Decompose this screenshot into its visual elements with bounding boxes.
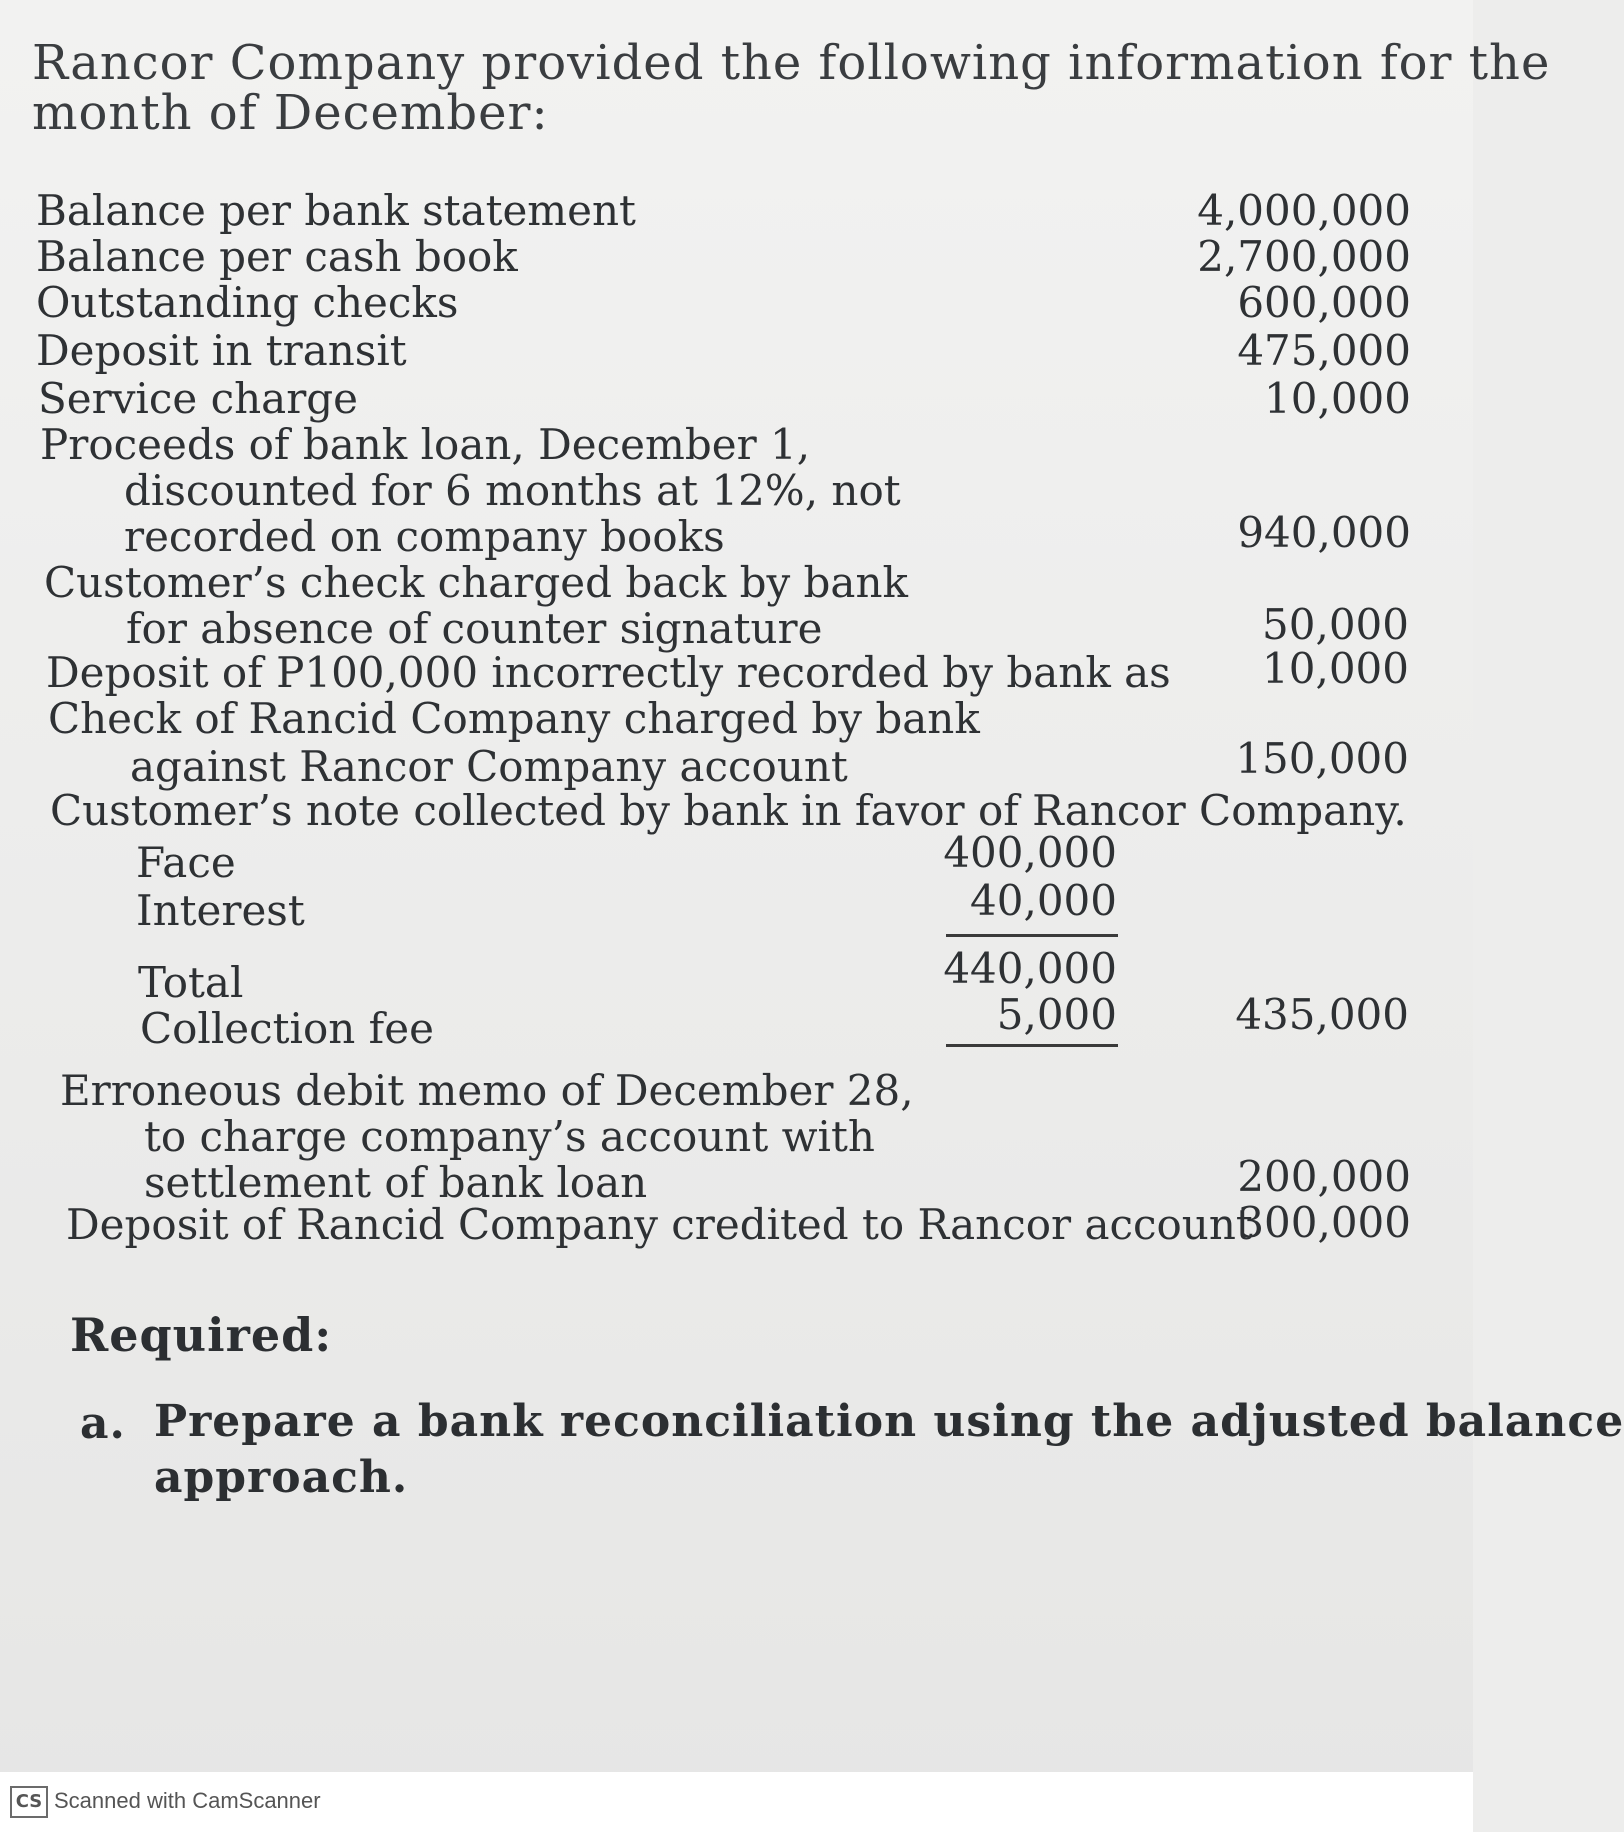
- bank-loan-amount: 940,000: [1237, 508, 1411, 557]
- erroneous-debit-line-1: Erroneous debit memo of December 28,: [60, 1066, 914, 1115]
- collection-fee-label: Collection fee: [140, 1004, 434, 1053]
- interest-label: Interest: [136, 886, 305, 935]
- face-label: Face: [136, 838, 236, 887]
- outstanding-checks-label: Outstanding checks: [36, 278, 459, 327]
- deposit-transit-amount: 475,000: [1237, 326, 1411, 375]
- incorrect-deposit-label: Deposit of P100,000 incorrectly recorded by bank as: [46, 648, 1171, 697]
- rancid-check-line-2: against Rancor Company account: [130, 742, 848, 791]
- outstanding-checks-amount: 600,000: [1237, 278, 1411, 327]
- service-charge-amount: 10,000: [1264, 374, 1411, 423]
- charged-back-line-1: Customer’s check charged back by bank: [44, 558, 908, 607]
- camscanner-text: Scanned with CamScanner: [54, 1788, 321, 1813]
- total-rule: [946, 1044, 1118, 1047]
- note-net-amount: 435,000: [1235, 990, 1409, 1039]
- erroneous-debit-line-2: to charge company’s account with: [144, 1112, 875, 1161]
- face-amount: 400,000: [943, 828, 1117, 877]
- cash-book-amount: 2,700,000: [1197, 232, 1411, 281]
- rancid-check-amount: 150,000: [1235, 734, 1409, 783]
- task-line-1: Prepare a bank reconciliation using the adjusted balance: [154, 1396, 1624, 1447]
- camscanner-logo-icon: CS: [10, 1786, 48, 1818]
- task-letter: a.: [80, 1398, 126, 1449]
- deposit-transit-label: Deposit in transit: [36, 326, 407, 375]
- erroneous-debit-amount: 200,000: [1237, 1152, 1411, 1201]
- bank-loan-line-3: recorded on company books: [124, 512, 725, 561]
- service-charge-label: Service charge: [38, 374, 359, 423]
- bank-statement-label: Balance per bank statement: [36, 186, 636, 235]
- collection-fee-amount: 5,000: [996, 990, 1117, 1039]
- incorrect-deposit-amount: 10,000: [1262, 644, 1409, 693]
- required-heading: Required:: [70, 1308, 333, 1362]
- intro-line-1: Rancor Company provided the following information for the: [32, 35, 1551, 91]
- bank-loan-line-1: Proceeds of bank loan, December 1,: [40, 420, 811, 469]
- rancid-deposit-label: Deposit of Rancid Company credited to Rancor account: [66, 1200, 1253, 1249]
- rancid-check-line-1: Check of Rancid Company charged by bank: [48, 694, 980, 743]
- total-amount: 440,000: [943, 944, 1117, 993]
- interest-amount: 40,000: [970, 876, 1117, 925]
- cash-book-label: Balance per cash book: [36, 232, 518, 281]
- rancid-deposit-amount: 300,000: [1237, 1198, 1411, 1247]
- task-line-2: approach.: [154, 1452, 409, 1503]
- total-label: Total: [138, 958, 244, 1007]
- bank-loan-line-2: discounted for 6 months at 12%, not: [124, 466, 901, 515]
- charged-back-amount: 50,000: [1262, 600, 1409, 649]
- subtotal-rule: [946, 934, 1118, 937]
- intro-line-2: month of December:: [32, 85, 549, 141]
- erroneous-debit-line-3: settlement of bank loan: [144, 1158, 648, 1207]
- charged-back-line-2: for absence of counter signature: [126, 604, 823, 653]
- bank-statement-amount: 4,000,000: [1197, 186, 1411, 235]
- note-collected-label: Customer’s note collected by bank in favor of Rancor Company.: [50, 786, 1407, 835]
